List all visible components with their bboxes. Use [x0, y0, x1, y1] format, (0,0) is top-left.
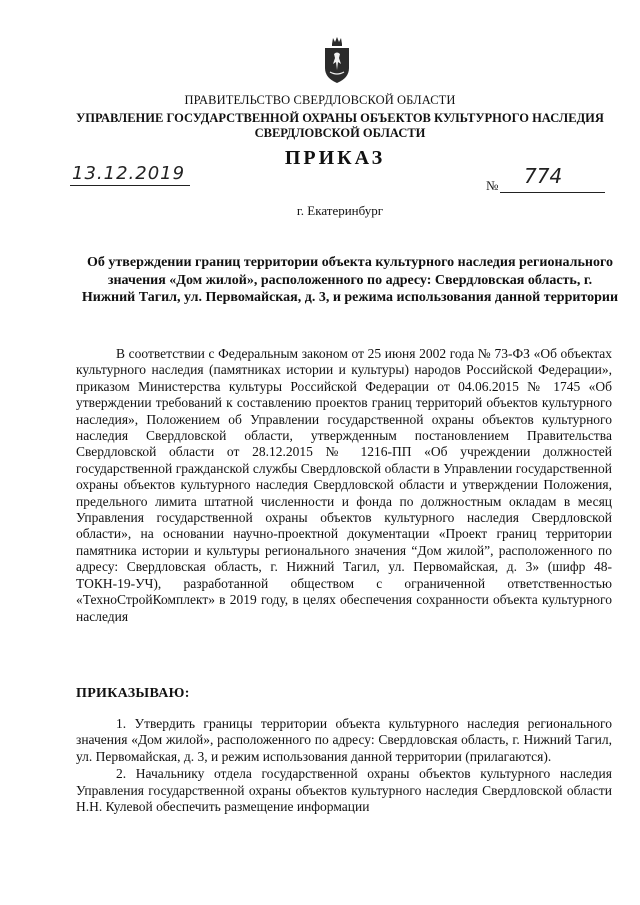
order-word: ПРИКАЗЫВАЮ: — [76, 686, 190, 701]
order-item-2: 2. Начальнику отдела государственной охраны объектов культурного наследия Управления государственной охраны объектов культурного наследия Свердловской области Н.Н. Кулевой обеспечить размещение информации — [76, 766, 612, 815]
date-underline — [70, 185, 190, 186]
document-type-heading: ПРИКАЗ — [284, 147, 386, 169]
document-title: Об утверждении границ территории объекта культурного наследия регионального значения «Дом жилой», расположенного по адресу: Свердловская область, г. Нижний Тагил, ул. Первомайская, д. 3, и режима использования данной территории — [81, 255, 619, 305]
number-sign: № — [486, 178, 499, 193]
government-name: ПРАВИТЕЛЬСТВО СВЕРДЛОВСКОЙ ОБЛАСТИ — [184, 93, 456, 107]
city-label: г. Екатеринбург — [296, 203, 384, 218]
department-name: УПРАВЛЕНИЕ ГОСУДАРСТВЕННОЙ ОХРАНЫ ОБЪЕКТОВ КУЛЬТУРНОГО НАСЛЕДИЯ СВЕРДЛОВСКОЙ ОБЛАСТИ — [76, 111, 604, 140]
coat-of-arms-icon — [322, 36, 352, 84]
preamble-block — [76, 346, 612, 625]
order-items — [76, 716, 612, 816]
number-underline — [500, 192, 605, 193]
order-date: 13.12.2019 — [72, 163, 186, 184]
preamble-paragraph: В соответствии с Федеральным законом от 25 июня 2002 года № 73-ФЗ «Об объектах культурного наследия (памятниках истории и культуры) народов Российской Федерации», приказом Министерства культуры Российской Федерации от 04.06.2015 № 1745 «Об утверждении требований к составлению проектов границ территорий объектов культурного наследия», Положением об Управлении государственной охраны объектов культурного наследия Свердловской области, утвержденным постановлением Правительства Свердловской области от 28.12.2015 № 1216-ПП «Об учреждении должностей государственной гражданской службы Свердловской области в Управлении государственной охраны объектов культурного наследия Свердловской области и утверждении Положения, предельного лимита штатной численности и фонда по должностным окладам в месяц Управления государственной охраны объектов культурного наследия Свердловской области», на основании научно-проектной документации «Проект границ территории памятника истории и культуры регионального значения “Дом жилой”, расположенного по адресу: Свердловская область, г. Нижний Тагил, ул. Первомайская, д. 3» (шифр 48-ТОКН-19-УЧ), разработанной обществом с ограниченной ответственностью «ТехноСтройКомплект» в 2019 году, в целях обеспечения сохранности объекта культурного наследия — [76, 346, 612, 624]
order-number: 774 — [524, 164, 563, 188]
order-item-1: 1. Утвердить границы территории объекта культурного наследия регионального значения «Дом жилой», расположенного по адресу: Свердловская область, г. Нижний Тагил, ул. Первомайская, д. 3, и режим использования данной территории (прилагаются). — [76, 716, 612, 764]
